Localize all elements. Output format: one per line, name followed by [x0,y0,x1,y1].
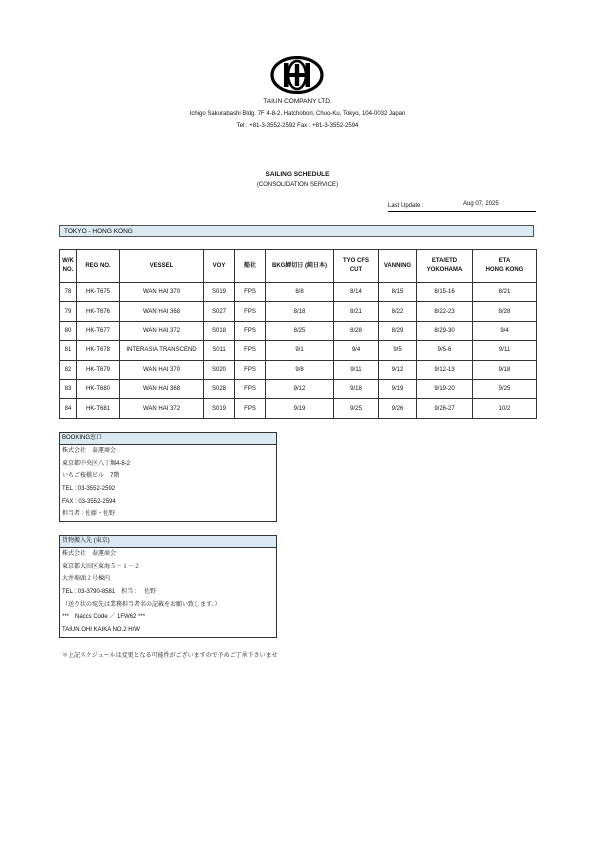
table-cell: 8/25 [266,321,334,340]
booking-line: 東京都中央区八丁堀4-8-2 [62,460,131,467]
table-cell: 9/5-6 [417,341,473,360]
column-header: W/K NO. [60,250,77,283]
table-cell: 82 [60,360,77,379]
table-cell: 8/21 [473,283,537,302]
table-cell: FPS [235,399,266,418]
table-cell: S027 [204,302,235,321]
table-cell: 8/15-16 [417,283,473,302]
document-subtitle: (CONSOLIDATION SERVICE) [256,182,339,188]
table-cell: 8/18 [266,302,334,321]
delivery-line: （送り状の宛先は業務担当者名の記載をお願い致します。） [62,601,221,608]
table-cell: 9/19-20 [417,379,473,398]
table-cell: HK-T678 [77,341,120,360]
table-cell: WAN HAI 370 [120,283,204,302]
delivery-line: TAIUN OHI KAIKA NO.2 H/W [62,627,140,634]
table-cell: 8/29-30 [417,321,473,340]
table-cell: 9/26-27 [417,399,473,418]
schedule-change-note: ＊上記スケジュールは変更となる可能性がございますので予めご了承下さいませ [62,653,278,659]
table-cell: 8/28 [334,321,379,340]
delivery-line: 東京都大田区東海５－１－２ [62,563,141,570]
document-title: SAILING SCHEDULE [265,171,330,178]
table-cell: FPS [235,321,266,340]
column-header: VESSEL [120,250,204,283]
column-header: VANNING [379,250,417,283]
table-cell: 9/1 [266,341,334,360]
booking-line: 株式会社 泰運商会 [62,448,117,454]
table-cell: 8/29 [379,321,417,340]
table-cell: 9/12 [379,360,417,379]
table-cell: 83 [60,379,77,398]
table-cell: 8/15 [379,283,417,302]
table-cell: 9/25 [334,399,379,418]
table-cell: 9/12 [266,379,334,398]
booking-line: いちご桜橋ビル 7階 [62,473,120,480]
table-row [60,321,537,340]
table-cell: FPS [235,379,266,398]
table-cell: 9/11 [334,360,379,379]
table-cell: 84 [60,399,77,418]
table-row [60,399,537,418]
table-row [60,379,537,398]
table-cell: FPS [235,341,266,360]
delivery-header: 貨物搬入先 (東京) [60,536,276,548]
table-cell: HK-T679 [77,360,120,379]
table-cell: 8/22-23 [417,302,473,321]
last-update-label: Last Update : [388,203,424,209]
table-cell: S028 [204,379,235,398]
table-row [60,283,537,302]
table-cell: 9/5 [379,341,417,360]
table-cell: S011 [204,341,235,360]
company-name: TAIUN COMPANY LTD. [263,98,332,105]
table-cell: WAN HAI 372 [120,321,204,340]
column-header: VOY [204,250,235,283]
table-cell: HK-T676 [77,302,120,321]
table-cell: 80 [60,321,77,340]
table-cell: 79 [60,302,77,321]
table-cell: FPS [235,283,266,302]
table-cell: 78 [60,283,77,302]
company-address: Ichigo Sakurabashi Bldg. 7F 4-8-2, Hatchobori, Chuo-Ku, Tokyo, 104-0032 Japan [189,111,406,117]
table-cell: 8/22 [379,302,417,321]
table-cell: 8/21 [334,302,379,321]
table-cell: 9/12-13 [417,360,473,379]
booking-contact-box [59,432,277,522]
table-cell: 8/14 [334,283,379,302]
table-cell: HK-T677 [77,321,120,340]
table-cell: 9/26 [379,399,417,418]
table-cell: 10/2 [473,399,537,418]
table-cell: WAN HAI 368 [120,302,204,321]
table-cell: 9/18 [473,360,537,379]
route-title: TOKYO - HONG KONG [59,225,534,237]
table-cell: FPS [235,360,266,379]
table-cell: 9/19 [266,399,334,418]
table-cell: 9/4 [473,321,537,340]
table-cell: 9/4 [334,341,379,360]
company-contact: Tel : +81-3-3552-2592 Fax : +81-3-3552-2594 [236,123,359,129]
booking-header: BOOKING窓口 [60,433,276,445]
table-row [60,360,537,379]
table-cell: WAN HAI 370 [120,360,204,379]
table-cell: 8/28 [473,302,537,321]
table-cell: WAN HAI 372 [120,399,204,418]
table-cell: 9/11 [473,341,537,360]
delivery-line: 株式会社 泰運商会 [62,551,117,557]
column-header: ETA/ETD YOKOHAMA [417,250,473,283]
column-header: REG NO. [77,250,120,283]
table-cell: HK-T680 [77,379,120,398]
delivery-line: 大井埠頭２号棟内 [62,576,111,583]
company-logo [270,56,324,94]
column-header: ETA HONG KONG [473,250,537,283]
table-cell: 9/18 [334,379,379,398]
table-header-row [60,250,537,283]
table-cell: HK-T675 [77,283,120,302]
booking-line: TEL : 03-3552-2592 [62,486,116,493]
column-header: BKG締切日 (純日本) [266,250,334,283]
last-update-underline [388,211,536,212]
table-cell: 9/25 [473,379,537,398]
booking-line: 担当者 : 佐藤・佐野 [62,511,116,518]
table-cell: HK-T681 [77,399,120,418]
booking-line: FAX : 03-3552-2594 [62,498,116,505]
last-update-value: Aug 07, 2025 [463,201,499,207]
table-cell: 9/19 [379,379,417,398]
table-cell: 8/8 [266,283,334,302]
table-cell: S019 [204,399,235,418]
cargo-delivery-box [59,535,277,638]
table-cell: INTERASIA TRANSCEND [120,341,204,360]
column-header: 船社 [235,250,266,283]
sailing-schedule-table [59,249,537,419]
table-row [60,341,537,360]
table-cell: 81 [60,341,77,360]
table-cell: FPS [235,302,266,321]
table-cell: WAN HAI 368 [120,379,204,398]
delivery-line: *** Naccs Code ／ 1FW62 *** [62,614,146,621]
table-cell: S019 [204,283,235,302]
column-header: TYO CFS CUT [334,250,379,283]
table-row [60,302,537,321]
table-cell: S020 [204,360,235,379]
delivery-line: TEL : 03-3790-8581 担当 : 佐野 [62,589,157,596]
table-cell: 9/8 [266,360,334,379]
table-cell: S018 [204,321,235,340]
